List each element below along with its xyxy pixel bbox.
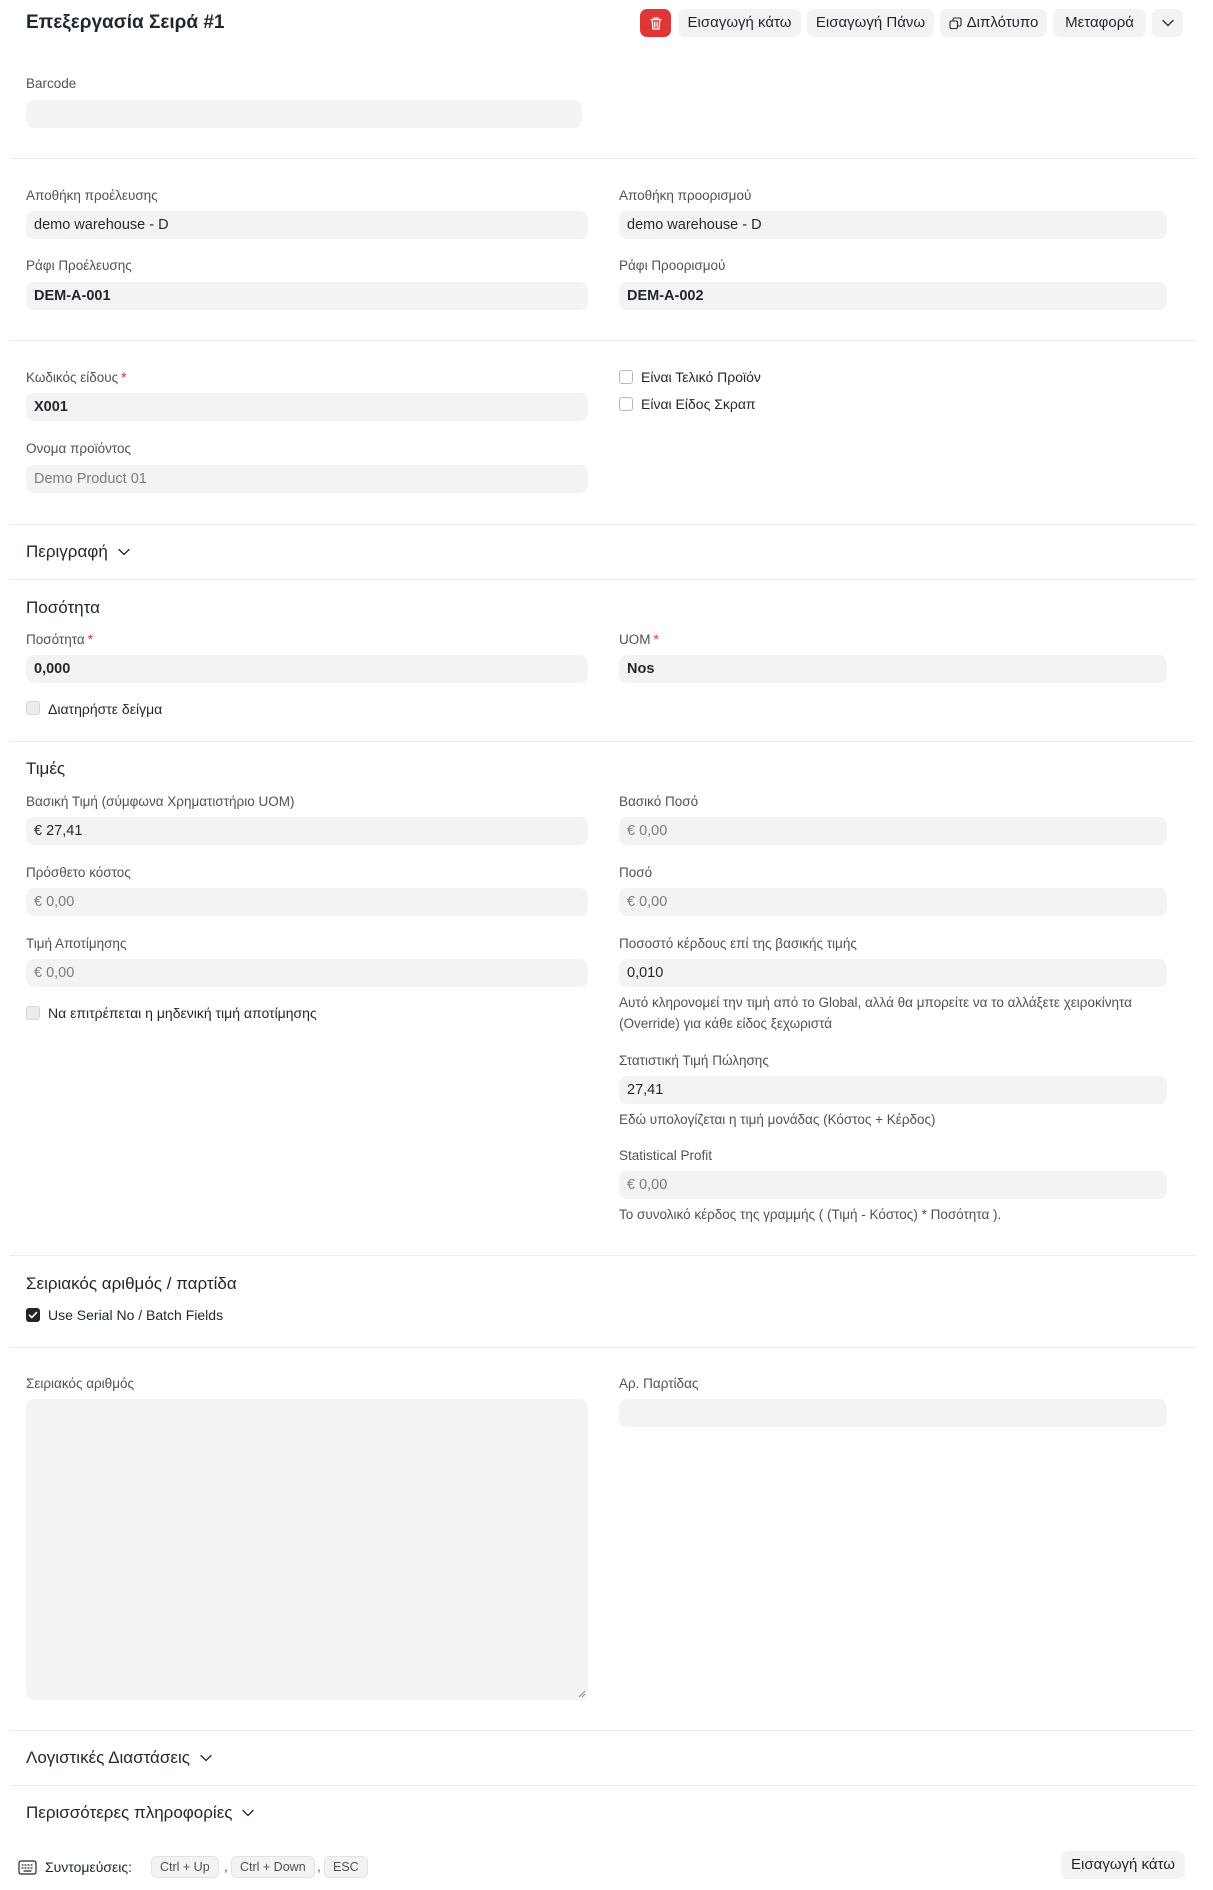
divider	[10, 1730, 1196, 1731]
resize-handle-icon[interactable]	[577, 1689, 586, 1698]
source-rack-label: Ράφι Προέλευσης	[26, 258, 132, 273]
accounting-section-title: Λογιστικές Διαστάσεις	[26, 1748, 190, 1767]
item-code-input[interactable]: X001	[26, 393, 588, 421]
quantity-section-title: Ποσότητα	[26, 598, 100, 617]
divider	[10, 579, 1196, 580]
barcode-input[interactable]	[26, 100, 582, 128]
profit-pct-description-line: Αυτό κληρονομεί την τιμή από το Global, αλλά θα μπορείτε να το αλλάξετε χειροκίνητα	[619, 995, 1132, 1010]
item-code-label-text: Κωδικός είδους	[26, 370, 119, 385]
shortcut-key-up: Ctrl + Up	[151, 1856, 219, 1878]
description-section-toggle[interactable]	[26, 541, 130, 563]
footer-insert-below-button[interactable]: Εισαγωγή κάτω	[1061, 1851, 1185, 1879]
qty-label: Ποσότητα *	[26, 632, 93, 647]
divider	[10, 1255, 1196, 1256]
divider	[10, 340, 1196, 341]
stat-profit-description: Το συνολικό κέρδος της γραμμής ( (Τιμή - Κόστος) * Ποσότητα ).	[619, 1207, 1002, 1222]
duplicate-label: Διπλότυπο	[966, 14, 1039, 31]
accounting-section-toggle[interactable]	[26, 1747, 212, 1769]
shortcut-separator: ,	[317, 1858, 321, 1874]
item-name-input[interactable]: Demo Product 01	[26, 465, 588, 493]
insert-above-button[interactable]: Εισαγωγή Πάνω	[807, 9, 934, 37]
profit-pct-description-line: (Override) για κάθε είδος ξεχωριστά	[619, 1016, 833, 1031]
target-warehouse-input[interactable]: demo warehouse - D	[619, 211, 1167, 239]
more-info-section-toggle[interactable]	[26, 1802, 254, 1824]
serial-no-label: Σειριακός αριθμός	[26, 1376, 134, 1391]
stat-profit-input[interactable]: € 0,00	[619, 1171, 1167, 1199]
uom-label-text: UOM	[619, 632, 651, 647]
serial-no-textarea[interactable]	[26, 1399, 588, 1700]
stat-profit-label: Statistical Profit	[619, 1148, 713, 1163]
chevron-down-icon	[1162, 19, 1174, 27]
stat-price-input[interactable]: 27,41	[619, 1076, 1167, 1104]
target-rack-input[interactable]: DEM-A-002	[619, 282, 1167, 310]
divider	[10, 524, 1196, 525]
insert-below-button[interactable]: Εισαγωγή κάτω	[678, 9, 801, 37]
profit-pct-label: Ποσοστό κέρδους επί της βασικής τιμής	[619, 936, 857, 951]
amount-label: Ποσό	[619, 865, 653, 880]
description-section-title: Περιγραφή	[26, 542, 108, 561]
shortcut-key-down: Ctrl + Down	[231, 1856, 315, 1878]
additional-cost-input[interactable]: € 0,00	[26, 888, 588, 916]
retain-sample-label: Διατηρήστε δείγμα	[48, 701, 163, 717]
shortcut-separator: ,	[224, 1858, 228, 1874]
chevron-down-icon	[242, 1809, 254, 1817]
target-warehouse-label: Αποθήκη προορισμού	[619, 188, 752, 203]
retain-sample-checkbox[interactable]	[26, 701, 40, 715]
valuation-rate-input[interactable]: € 0,00	[26, 959, 588, 987]
profit-pct-description	[619, 992, 1179, 1034]
batch-no-label: Αρ. Παρτίδας	[619, 1376, 699, 1391]
source-warehouse-input[interactable]: demo warehouse - D	[26, 211, 588, 239]
profit-pct-input[interactable]: 0,010	[619, 959, 1167, 987]
item-code-label: Κωδικός είδους *	[26, 370, 127, 385]
chevron-down-icon	[118, 548, 130, 556]
shortcuts-label: Συντομεύσεις:	[45, 1859, 133, 1875]
uom-input[interactable]: Nos	[619, 655, 1167, 683]
qty-label-text: Ποσότητα	[26, 632, 85, 647]
divider	[10, 741, 1196, 742]
divider	[10, 158, 1196, 159]
is-scrap-item-checkbox[interactable]	[619, 397, 633, 411]
barcode-label: Barcode	[26, 76, 77, 91]
source-rack-input[interactable]: DEM-A-001	[26, 282, 588, 310]
additional-cost-label: Πρόσθετο κόστος	[26, 865, 131, 880]
shortcut-key-esc: ESC	[324, 1856, 368, 1878]
stat-price-description: Εδώ υπολογίζεται η τιμή μονάδας (Κόστος + Κέρδος)	[619, 1112, 936, 1127]
chevron-down-icon	[200, 1754, 212, 1762]
divider	[10, 1347, 1196, 1348]
rates-section-title: Τιμές	[26, 759, 66, 778]
more-info-section-title: Περισσότερες πληροφορίες	[26, 1803, 233, 1822]
duplicate-button[interactable]	[940, 9, 1047, 37]
source-warehouse-label: Αποθήκη προέλευσης	[26, 188, 158, 203]
item-name-label: Ονομα προϊόντος	[26, 441, 132, 456]
qty-input[interactable]: 0,000	[26, 655, 588, 683]
uom-label: UOM *	[619, 632, 659, 647]
keyboard-icon	[18, 1860, 37, 1875]
basic-amount-label: Βασικό Ποσό	[619, 794, 699, 809]
batch-no-input[interactable]	[619, 1399, 1167, 1427]
divider	[10, 1785, 1196, 1786]
checkmark-icon	[27, 1309, 39, 1321]
basic-rate-label: Βασική Τιμή (σύμφωνα Χρηματιστήριο UOM)	[26, 794, 295, 809]
is-finished-item-label: Είναι Τελικό Προϊόν	[641, 369, 761, 385]
allow-zero-valuation-checkbox[interactable]	[26, 1006, 40, 1020]
use-serial-batch-label: Use Serial No / Batch Fields	[48, 1307, 224, 1323]
amount-input[interactable]: € 0,00	[619, 888, 1167, 916]
allow-zero-valuation-label: Να επιτρέπεται η μηδενική τιμή αποτίμησης	[48, 1005, 317, 1021]
serial-section-title: Σειριακός αριθμός / παρτίδα	[26, 1274, 237, 1293]
move-button[interactable]: Μεταφορά	[1053, 9, 1146, 37]
basic-rate-input[interactable]: € 27,41	[26, 817, 588, 845]
delete-button[interactable]	[640, 9, 671, 37]
basic-amount-input[interactable]: € 0,00	[619, 817, 1167, 845]
duplicate-icon	[949, 17, 962, 30]
valuation-rate-label: Τιμή Αποτίμησης	[26, 936, 127, 951]
use-serial-batch-checkbox[interactable]	[26, 1308, 40, 1322]
is-scrap-item-label: Είναι Είδος Σκραπ	[641, 396, 756, 412]
target-rack-label: Ράφι Προορισμού	[619, 258, 726, 273]
is-finished-item-checkbox[interactable]	[619, 370, 633, 384]
page-title: Επεξεργασία Σειρά #1	[26, 12, 225, 33]
stat-price-label: Στατιστική Τιμή Πώλησης	[619, 1053, 769, 1068]
more-actions-button[interactable]	[1152, 9, 1183, 37]
trash-icon	[649, 16, 663, 31]
